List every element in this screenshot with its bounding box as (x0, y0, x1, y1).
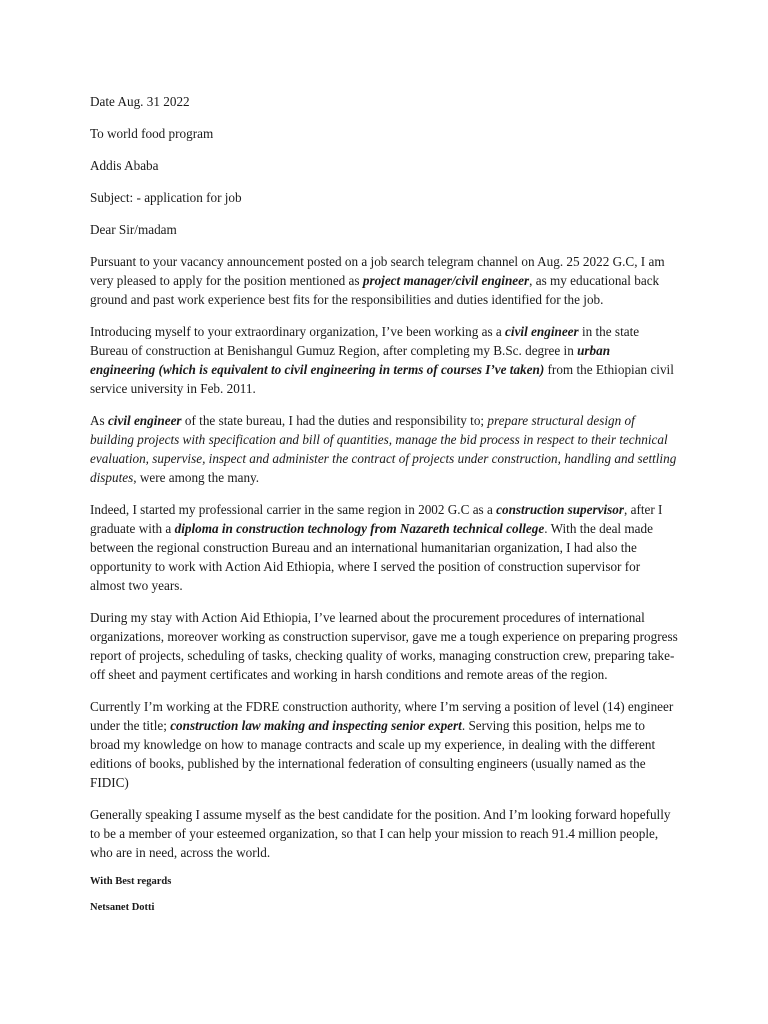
letter-document (90, 92, 678, 927)
p3-text-c: of the state bureau, I had the duties and responsibility to; (181, 413, 488, 428)
letter-closing: With Best regards (90, 876, 172, 887)
p6-text-c: . Serving this position, helps me to broad my knowledge on how to manage contracts and scale up my experience, in dealing with the different editions of books, published by the international federation of consulting engineers (usually named as the FIDIC) (90, 718, 656, 790)
p2-emphasis-degree: urban engineering (which is equivalent to civil engineering in terms of courses I’ve taken) (90, 343, 611, 377)
paragraph-4 (90, 500, 678, 595)
p2-emphasis-role: civil engineer (505, 324, 579, 339)
p2-text-a: Introducing myself to your extraordinary organization, I’ve been working as a (90, 324, 506, 339)
p2-text-c: in the state Bureau of construction at Benishangul Gumuz Region, after completing my B.Sc. degree in (90, 324, 640, 358)
p1-emphasis-position: project manager/civil engineer (362, 273, 530, 288)
p4-emphasis-role: construction supervisor (496, 502, 624, 517)
letter-signature: Netsanet Dotti (90, 902, 155, 913)
p4-text-c: , after I graduate with a (90, 502, 663, 536)
p3-text-a: As (90, 413, 108, 428)
p1-text-a: Pursuant to your vacancy announcement posted on a job search telegram channel on Aug. 25 2022 G.C, I am very pleased to apply for the position mentioned as (90, 254, 665, 288)
p4-emphasis-diploma: diploma in construction technology from Nazareth technical college (174, 521, 545, 536)
paragraph-7: Generally speaking I assume myself as the best candidate for the position. And I’m looking forward hopefully to be a member of your esteemed organization, so that I can help your mission to reach 91.4 million people, who are in need, across the world. (90, 807, 671, 860)
p3-duties-list: prepare structural design of building projects with specification and bill of quantities, manage the bid process in respect to their technical evaluation, supervise, inspect and administer the contract of projects under construction, handling and settling disputes (90, 413, 677, 485)
paragraph-1 (90, 252, 678, 309)
paragraph-5: During my stay with Action Aid Ethiopia, I’ve learned about the procurement procedures of international organizations, moreover working as construction supervisor, gave me a tough experience on preparing progress report of projects, scheduling of tasks, checking quality of works, managing construction crew, preparing take-off sheet and payment certificates and working in harsh conditions and remote areas of the region. (90, 610, 678, 682)
p1-text-c: , as my educational back ground and past work experience best fits for the responsibilities and duties identified for the job. (90, 273, 660, 307)
paragraph-6 (90, 697, 678, 792)
p6-text-a: Currently I’m working at the FDRE construction authority, where I’m serving a position of level (14) engineer under the title; (90, 699, 674, 733)
p3-text-e: , were among the many. (133, 470, 260, 485)
letter-salutation: Dear Sir/madam (90, 222, 177, 237)
letter-city: Addis Ababa (90, 158, 159, 173)
paragraph-2 (90, 322, 678, 398)
letter-date: Date Aug. 31 2022 (90, 94, 190, 109)
p4-text-a: Indeed, I started my professional carrier in the same region in 2002 G.C as a (90, 502, 497, 517)
p6-emphasis-title: construction law making and inspecting senior expert (170, 718, 462, 733)
p4-text-e: . With the deal made between the regional construction Bureau and an international humanitarian organization, I had also the opportunity to work with Action Aid Ethiopia, where I served the position of construction supervisor for almost two years. (90, 521, 653, 593)
p2-text-e: from the Ethiopian civil service university in Feb. 2011. (90, 362, 674, 396)
letter-subject: Subject: - application for job (90, 190, 242, 205)
paragraph-3 (90, 411, 678, 487)
letter-recipient: To world food program (90, 126, 214, 141)
p3-emphasis-role: civil engineer (107, 413, 182, 428)
